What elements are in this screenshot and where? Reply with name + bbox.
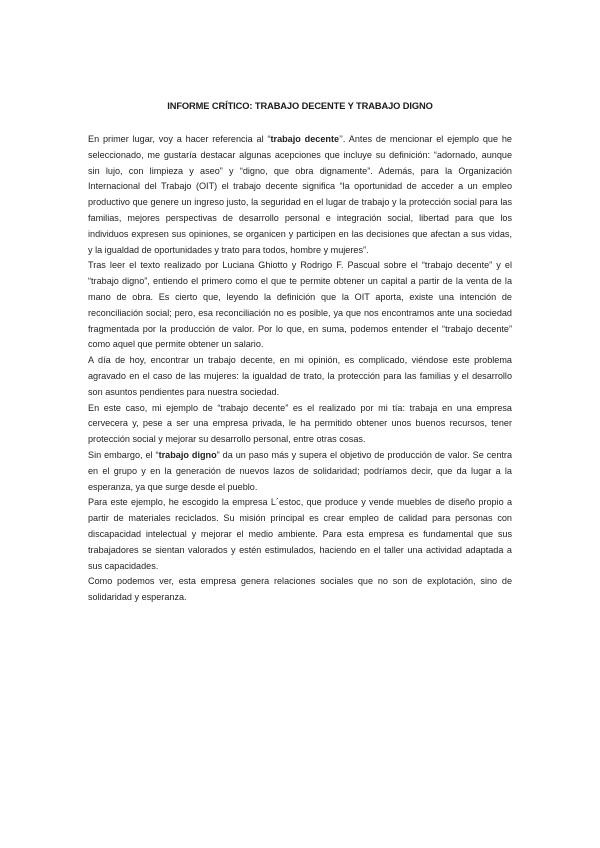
paragraph-5-text-b: ” da un paso más y supera el objetivo de producción de valor. Se centra en el grupo y en la generación de nuevos lazos de solidaridad; podríamos decir, que da lugar a la esperanza, ya que surge desde el pueblo. [88, 449, 513, 492]
document-title: INFORME CRÍTICO: TRABAJO DECENTE Y TRABAJO DIGNO [167, 101, 433, 111]
paragraph-1-text-a: En primer lugar, voy a hacer referencia al “ [88, 134, 271, 144]
paragraph-5-bold-term: trabajo digno [158, 449, 217, 460]
paragraph-7: Como podemos ver, esta empresa genera relaciones sociales que no son de explotación, sino de solidaridad y esperanza. [88, 576, 512, 603]
paragraph-1 [88, 132, 512, 258]
document-body [88, 132, 512, 606]
paragraph-3: A día de hoy, encontrar un trabajo decente, en mi opinión, es complicado, viéndose este problema agravado en el caso de las mujeres: la igualdad de trato, la protección para las familias y el desarrollo son asuntos pendientes para nuestra sociedad. [88, 355, 512, 397]
paragraph-1-text-b: ’’. Antes de mencionar el ejemplo que he seleccionado, me gustaría destacar algunas acepciones que incluye su definición: “adornado, aunque sin lujo, con limpieza y aseo” y “digno, que obra dignamente”. Además, para la Organización Internacional del Trabajo (OIT) el trabajo decente significa “la oportunidad de acceder a un empleo productivo que genere un ingreso justo, la seguridad en el lugar de trabajo y la protección social para las familias, mejores perspectivas de desarrollo personal e integración social, libertad para que los individuos expresen sus opiniones, se organicen y participen en las decisiones que afectan a sus vidas, y la igualdad de oportunidades y trato para todos, hombre y mujeres”. [88, 134, 512, 255]
paragraph-2: Tras leer el texto realizado por Luciana Ghiotto y Rodrigo F. Pascual sobre el “trabajo decente” y el “trabajo digno”, entiendo el primero como el que te permite obtener un capital a partir de la venta de la mano de obra. Es cierto que, leyendo la definición que la OIT aporta, existe una intención de reconciliación social; pero, esa reconciliación no es posible, ya que nos encontramos ante una sociedad fragmentada por la producción de valor. Por lo que, en suma, podemos entender el “trabajo decente” como aquel que permite obtener un salario. [88, 260, 512, 350]
paragraph-4: En este caso, mi ejemplo de “trabajo decente” es el realizado por mi tía: trabaja en una empresa cervecera y, pese a ser una empresa privada, le ha permitido obtener unos buenos recursos, tener protección social y mejorar su desarrollo personal, entre otras cosas. [88, 402, 512, 445]
paragraph-6: Para este ejemplo, he escogido la empresa L´estoc, que produce y vende muebles de diseño propio a partir de materiales reciclados. Su misión principal es crear empleo de calidad para personas con discapacidad intelectual y mejorar el medio ambiente. Para esta empresa es fundamental que sus trabajadores se sientan valorados y estén estimulados, haciendo en el taller una actividad adaptada a sus capacidades. [88, 497, 512, 571]
paragraph-5-text-a: Sin embargo, el “ [88, 449, 159, 460]
paragraph-5 [88, 448, 512, 495]
paragraph-1-bold-term: trabajo decente [270, 134, 340, 144]
